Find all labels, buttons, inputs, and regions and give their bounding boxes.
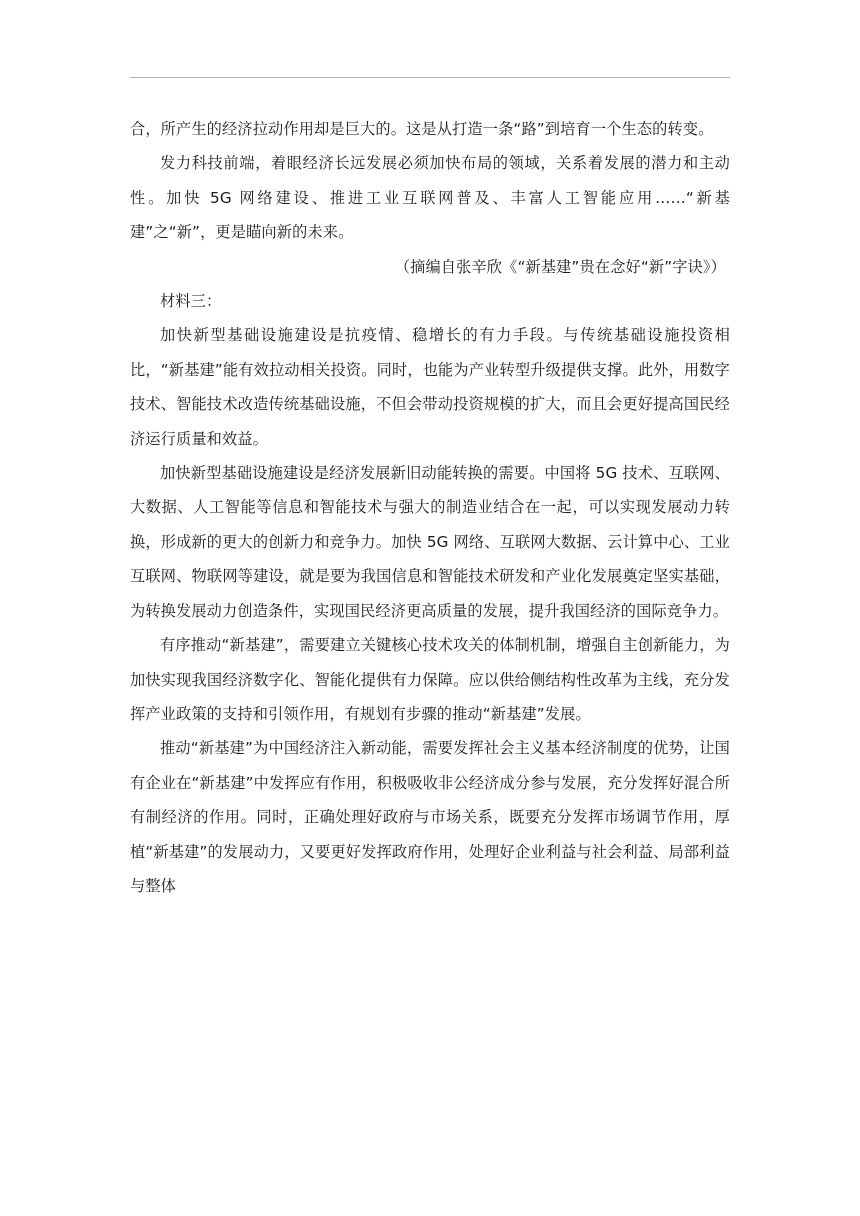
- paragraph-new-momentum: 推动“新基建”为中国经济注入新动能，需要发挥社会主义基本经济制度的优势，让国有企业在“新基建”中发挥应有作用，积极吸收非公经济成分参与发展，充分发挥好混合所有制经济的作用。同时，正确处理好政府与市场关系，既要充分发挥市场调节作用，厚植“新基建”的发展动力，又要更好发挥政府作用，处理好企业利益与社会利益、局部利益与整体: [130, 739, 730, 895]
- paragraph-orderly-promotion: 有序推动“新基建”，需要建立关键核心技术攻关的体制机制，增强自主创新能力，为加快实现我国经济数字化、智能化提供有力保障。应以供给侧结构性改革为主线，充分发挥产业政策的支持和引领作用，有规划有步骤的推动“新基建”发展。: [130, 636, 730, 723]
- header-rule: [130, 77, 730, 78]
- paragraph-kinetic-energy: 加快新型基础设施建设是经济发展新旧动能转换的需要。中国将 5G 技术、互联网、大数据、人工智能等信息和智能技术与强大的制造业结合在一起，可以实现发展动力转换，形成新的更大的创新力和竞争力。加快 5G 网络、互联网大数据、云计算中心、工业互联网、物联网等建设，就是要为我国信息和智能技术研发和产业化发展奠定坚实基础，为转换发展动力创造条件，实现国民经济更高质量的发展，提升我国经济的国际竞争力。: [130, 464, 730, 620]
- paragraph-tech-frontier: 发力科技前端，着眼经济长远发展必须加快布局的领域，关系着发展的潜力和主动性。加快 5G 网络建设、推进工业互联网普及、丰富人工智能应用……“新基建”之“新”，更是瞄向新的未来。: [130, 154, 730, 242]
- paragraph-epidemic-growth: 加快新型基础设施建设是抗疫情、稳增长的有力手段。与传统基础设施投资相比，“新基建”能有效拉动相关投资。同时，也能为产业转型升级提供支撑。此外，用数字技术、智能技术改造传统基础设施，不但会带动投资规模的扩大，而且会更好提高国民经济运行质量和效益。: [130, 326, 730, 448]
- source-citation: （摘编自张辛欣《“新基建”贵在念好“新”字诀》）: [394, 257, 726, 276]
- paragraph-continuation: 合，所产生的经济拉动作用却是巨大的。这是从打造一条“路”到培育一个生态的转变。: [130, 120, 714, 138]
- section-heading-material-three: 材料三：: [160, 292, 222, 311]
- document-body: [130, 112, 730, 903]
